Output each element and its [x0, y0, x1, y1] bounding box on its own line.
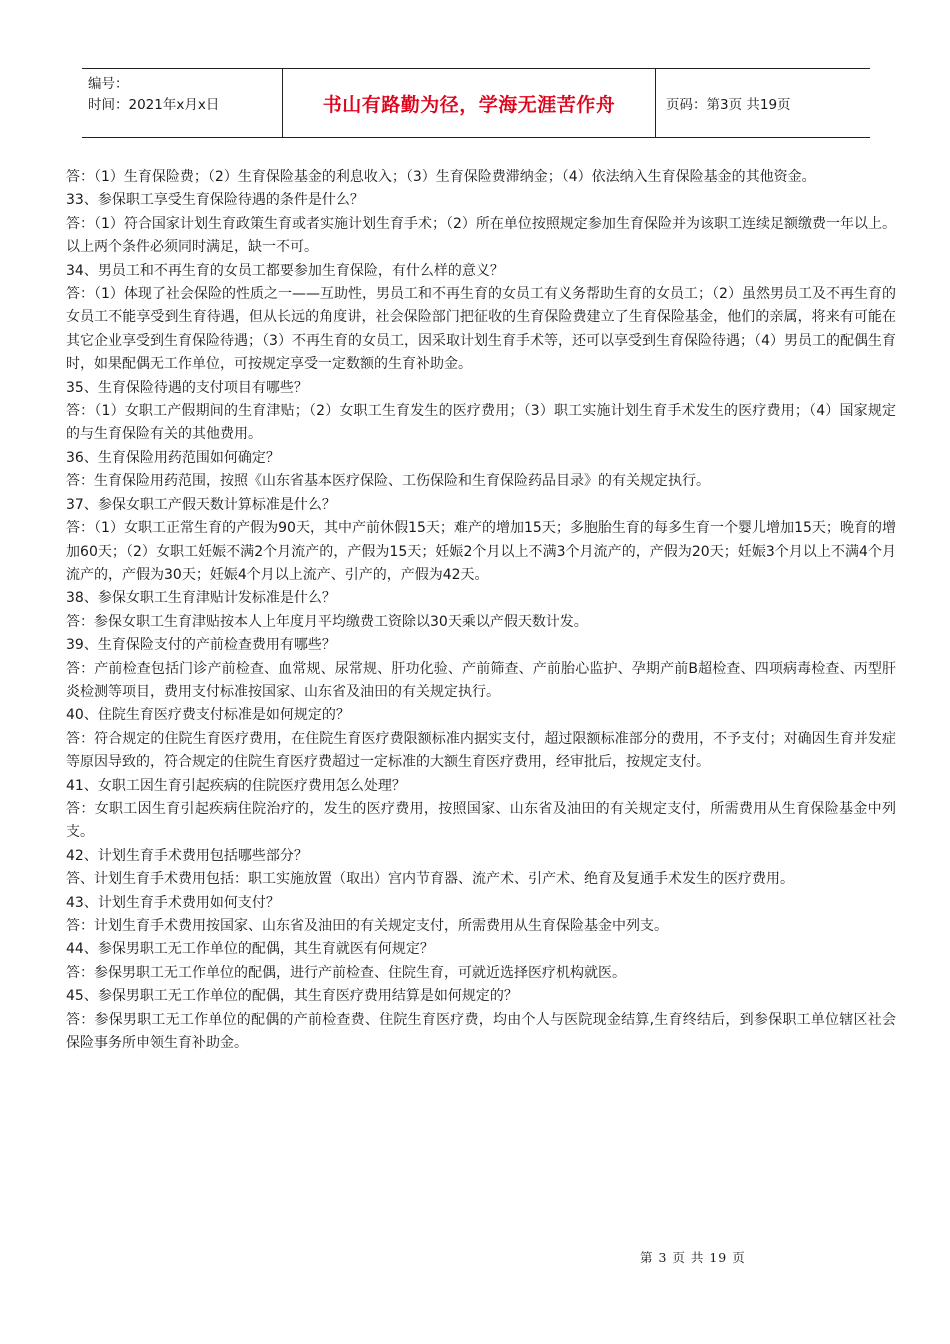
answer: 答：计划生育手术费用按国家、山东省及油田的有关规定支付，所需费用从生育保险基金中列支。: [66, 918, 668, 934]
answer: 答：产前检查包括门诊产前检查、血常规、尿常规、肝功化验、产前筛查、产前胎心监护、孕期产前B超检查、四项病毒检查、丙型肝炎检测等项目，费用支付标准按国家、山东省及油田的有关规定执行。: [66, 660, 896, 700]
answer: 答：符合规定的住院生育医疗费用，在住院生育医疗费限额标准内据实支付，超过限额标准部分的费用，不予支付；对确因生育并发症等原因导致的，符合规定的住院生育医疗费超过一定标准的大额生育医疗费用，经审批后，按规定支付。: [66, 730, 896, 771]
paragraph: 答：（1）生育保险费；（2）生育保险基金的利息收入；（3）生育保险费滞纳金；（4）依法纳入生育保险基金的其他资金。: [66, 169, 816, 185]
number-label: 编号：: [88, 76, 129, 92]
document-header: [82, 68, 870, 138]
answer: 答：（1）女职工产假期间的生育津贴；（2）女职工生育发生的医疗费用；（3）职工实施计划生育手术发生的医疗费用；（4）国家规定的与生育保险有关的其他费用。: [66, 403, 896, 443]
time-label: 时间：2021年x月x日: [88, 97, 220, 113]
question: 42、计划生育手术费用包括哪些部分？: [66, 847, 308, 864]
motto-text: 书山有路勤为径，学海无涯苦作舟: [322, 93, 616, 116]
page-info-text: 页码：第3页 共19页: [666, 97, 791, 113]
question: 45、参保男职工无工作单位的配偶，其生育医疗费用结算是如何规定的？: [66, 988, 518, 1005]
question: 37、参保女职工产假天数计算标准是什么？: [66, 496, 336, 513]
question: 34、男员工和不再生育的女员工都要参加生育保险，有什么样的意义？: [66, 262, 504, 279]
answer: 答、计划生育手术费用包括：职工实施放置（取出）宫内节育器、流产术、引产术、绝育及复通手术发生的医疗费用。: [66, 871, 794, 888]
question: 35、生育保险待遇的支付项目有哪些？: [66, 379, 308, 396]
footer-page-number: 第 3 页 共 19 页: [640, 1250, 746, 1265]
question: 40、住院生育医疗费支付标准是如何规定的？: [66, 707, 350, 724]
answer: 答：（1）体现了社会保险的性质之一——互助性，男员工和不再生育的女员工有义务帮助生育的女员工；（2）虽然男员工及不再生育的女员工不能享受到生育待遇，但从长远的角度讲，社会保险部门把征收的生育保险费建立了生育保险基金，他们的亲属，将来有可能在其它企业享受到生育保险待遇；（3）不再生育的女员工，因采取计划生育手术等，还可以享受到生育保险待遇；（4）男员工的配偶生育时，如果配偶无工作单位，可按规定享受一定数额的生育补助金。: [66, 286, 896, 373]
document-body: [66, 166, 896, 1055]
header-meta: [82, 69, 282, 137]
question: 43、计划生育手术费用如何支付？: [66, 894, 280, 911]
header-motto: [282, 69, 656, 137]
page-footer: [640, 1248, 746, 1266]
question: 41、女职工因生育引起疾病的住院医疗费用怎么处理？: [66, 777, 406, 794]
question: 36、生育保险用药范围如何确定？: [66, 449, 280, 466]
question: 33、参保职工享受生育保险待遇的条件是什么？: [66, 192, 364, 209]
answer: 答：生育保险用药范围，按照《山东省基本医疗保险、工伤保险和生育保险药品目录》的有关规定执行。: [66, 473, 710, 490]
answer: 答：参保女职工生育津贴按本人上年度月平均缴费工资除以30天乘以产假天数计发。: [66, 613, 588, 630]
question: 44、参保男职工无工作单位的配偶，其生育就医有何规定？: [66, 941, 434, 958]
header-page-info: [656, 69, 870, 137]
answer: 答：参保男职工无工作单位的配偶的产前检查费、住院生育医疗费，均由个人与医院现金结算,生育终结后，到参保职工单位辖区社会保险事务所申领生育补助金。: [66, 1011, 896, 1052]
answer: 答：（1）女职工正常生育的产假为90天，其中产前休假15天；难产的增加15天；多胞胎生育的每多生育一个婴儿增加15天；晚育的增加60天；（2）女职工妊娠不满2个月流产的，产假为15天；妊娠2个月以上不满3个月流产的，产假为20天；妊娠3个月以上不满4个月流产的，产假为30天；妊娠4个月以上流产、引产的，产假为42天。: [66, 520, 896, 583]
answer: 答：女职工因生育引起疾病住院治疗的，发生的医疗费用，按照国家、山东省及油田的有关规定支付，所需费用从生育保险基金中列支。: [66, 800, 896, 841]
answer: 答：（1）符合国家计划生育政策生育或者实施计划生育手术；（2）所在单位按照规定参加生育保险并为该职工连续足额缴费一年以上。以上两个条件必须同时满足，缺一不可。: [66, 215, 896, 256]
question: 38、参保女职工生育津贴计发标准是什么？: [66, 590, 336, 607]
question: 39、生育保险支付的产前检查费用有哪些？: [66, 637, 336, 654]
answer: 答：参保男职工无工作单位的配偶，进行产前检查、住院生育，可就近选择医疗机构就医。: [66, 964, 626, 981]
